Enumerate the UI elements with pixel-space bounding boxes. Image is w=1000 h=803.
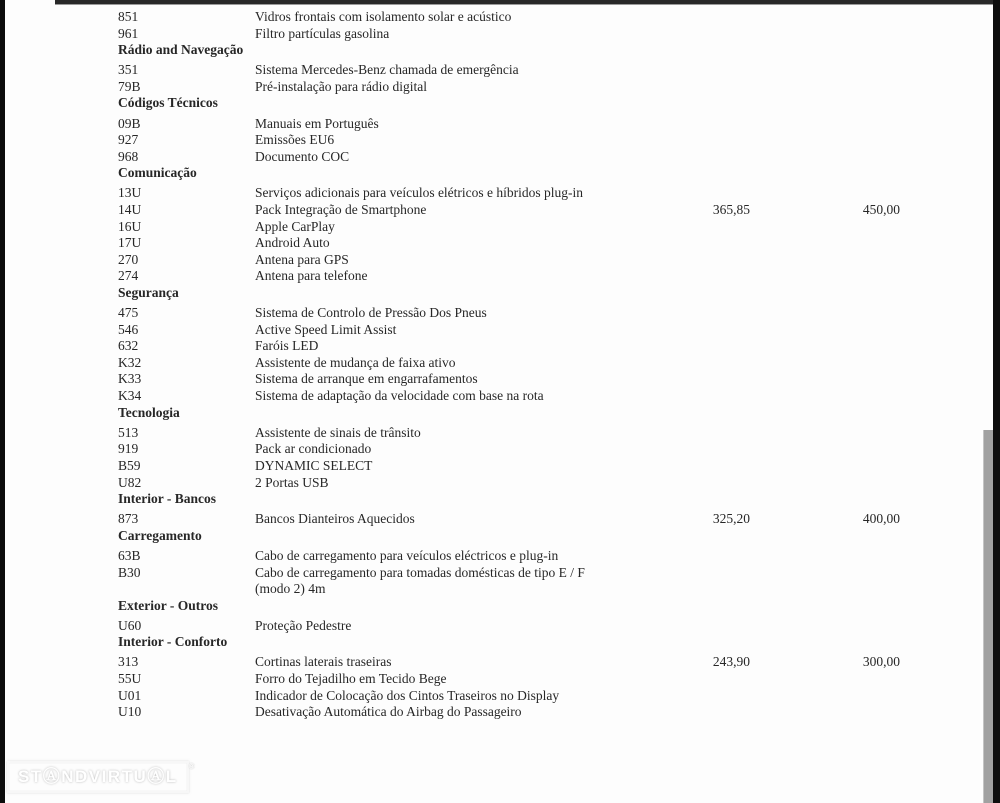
section-header: Interior - Conforto [118,634,228,650]
option-description: Cabo de carregamento para veículos eléctricos e plug-in [255,547,559,563]
option-description: Pack Integração de Smartphone [255,202,427,218]
option-description: DYNAMIC SELECT [255,457,373,473]
option-code: U60 [118,617,142,633]
top-edge-bar [55,0,1000,5]
table-section [0,528,984,598]
option-description: Cabo de carregamento para tomadas domésticas de tipo E / F (modo 2) 4m [255,564,585,597]
table-row [0,62,984,79]
option-code: 55U [118,671,142,687]
left-edge-bar [0,0,5,803]
option-code: 632 [118,338,139,354]
table-row [0,116,984,133]
option-description: Vidros frontais com isolamento solar e acústico [255,9,512,24]
option-description: Sistema de arranque em engarrafamentos [255,371,478,387]
table-row [0,388,984,405]
option-code: 513 [118,424,139,440]
option-description: Forro do Tejadilho em Tecido Bege [255,671,447,687]
section-header: Interior - Bancos [118,491,216,507]
table-row [0,79,984,96]
table-row [0,252,984,269]
option-code: U82 [118,474,142,490]
table-row [0,149,984,166]
table-section [0,42,984,95]
option-code: 873 [118,511,139,527]
option-price-1: 243,90 [712,654,750,670]
option-price-2: 300,00 [862,654,900,670]
option-description: Emissões EU6 [255,132,335,148]
table-section [0,491,984,528]
option-code: 270 [118,251,139,267]
option-code: 968 [118,148,139,164]
option-code: B30 [118,564,141,580]
option-code: 14U [118,202,142,218]
registered-trademark-icon: ® [188,762,195,771]
section-header: Códigos Técnicos [118,95,218,111]
option-code: 351 [118,62,139,78]
table-row [0,322,984,339]
option-description: Sistema Mercedes-Benz chamada de emergência [255,62,519,78]
option-description: Antena para telefone [255,268,368,284]
option-description: Indicador de Colocação dos Cintos Traseiros no Display [255,687,560,703]
option-description: Manuais em Português [255,115,379,131]
option-code: U01 [118,687,142,703]
option-code: 546 [118,321,139,337]
option-code: 63B [118,547,141,563]
section-header: Rádio and Navegação [118,42,244,58]
option-price-1: 325,20 [712,511,750,527]
table-row [0,185,984,202]
option-description: Apple CarPlay [255,218,335,234]
option-description: Android Auto [255,235,330,251]
option-code: 961 [118,25,139,41]
table-row [0,268,984,285]
option-code: 313 [118,654,139,670]
option-description: 2 Portas USB [255,474,329,490]
table-row [0,132,984,149]
table-row [0,618,984,635]
table-row [0,688,984,705]
option-description: Pré-instalação para rádio digital [255,78,428,94]
option-description: Documento COC [255,148,350,164]
option-description: Faróis LED [255,338,319,354]
option-description: Proteção Pedestre [255,617,352,633]
option-price-1: 365,85 [712,202,750,218]
table-row [0,202,984,219]
table-row [0,654,984,671]
table-section [0,165,984,285]
option-description: Cortinas laterais traseiras [255,654,392,670]
option-description: Desativação Automática do Airbag do Passageiro [255,704,522,720]
option-code: U10 [118,704,142,720]
table-row [0,441,984,458]
option-code: 851 [118,9,139,24]
table-row [0,338,984,355]
option-code: 274 [118,268,139,284]
table-row [0,548,984,565]
option-code: 919 [118,441,139,457]
table-row [0,219,984,236]
section-header: Tecnologia [118,404,180,420]
section-header: Segurança [118,285,179,300]
right-edge-bar [993,0,1000,803]
table-section [0,405,984,491]
table-row [0,26,984,43]
option-description: Sistema de Controlo de Pressão Dos Pneus [255,305,487,321]
table-row [0,704,984,721]
table-row [0,371,984,388]
option-description: Assistente de mudança de faixa ativo [255,354,456,370]
table-row [0,671,984,688]
option-code: 79B [118,78,141,94]
section-header: Exterior - Outros [118,597,218,613]
table-row [0,355,984,372]
scrollbar-thumb[interactable] [983,430,993,803]
watermark-text: STⒶNDVIRTUⒶL [18,767,178,786]
option-description: Filtro partículas gasolina [255,25,390,41]
option-description: Antena para GPS [255,251,349,267]
section-header: Carregamento [118,527,202,543]
option-code: 475 [118,305,139,321]
option-description: Assistente de sinais de trânsito [255,424,421,440]
option-price-2: 450,00 [862,202,900,218]
section-header: Comunicação [118,165,197,181]
option-code: B59 [118,457,141,473]
table-row [0,235,984,252]
table-row [0,565,984,598]
table-row [0,9,984,26]
table-row [0,458,984,475]
table-row [0,305,984,322]
table-row [0,425,984,442]
table-row [0,475,984,492]
option-description: Pack ar condicionado [255,441,372,457]
option-code: 09B [118,115,141,131]
option-code: K33 [118,371,142,387]
option-code: 13U [118,185,142,201]
table-section [0,95,984,165]
option-description: Active Speed Limit Assist [255,321,397,337]
table-section [0,634,984,720]
option-code: 16U [118,218,142,234]
option-code: K34 [118,388,142,404]
option-description: Bancos Dianteiros Aquecidos [255,511,415,527]
option-description: Sistema de adaptação da velocidade com base na rota [255,388,544,404]
table-row [0,511,984,528]
table-section [0,9,984,42]
standvirtual-watermark [7,761,195,793]
option-code: 927 [118,132,139,148]
option-code: K32 [118,354,142,370]
option-description: Serviços adicionais para veículos elétricos e híbridos plug-in [255,185,584,201]
option-price-2: 400,00 [862,511,900,527]
table-section [0,285,984,405]
table-section [0,598,984,635]
option-code: 17U [118,235,142,251]
